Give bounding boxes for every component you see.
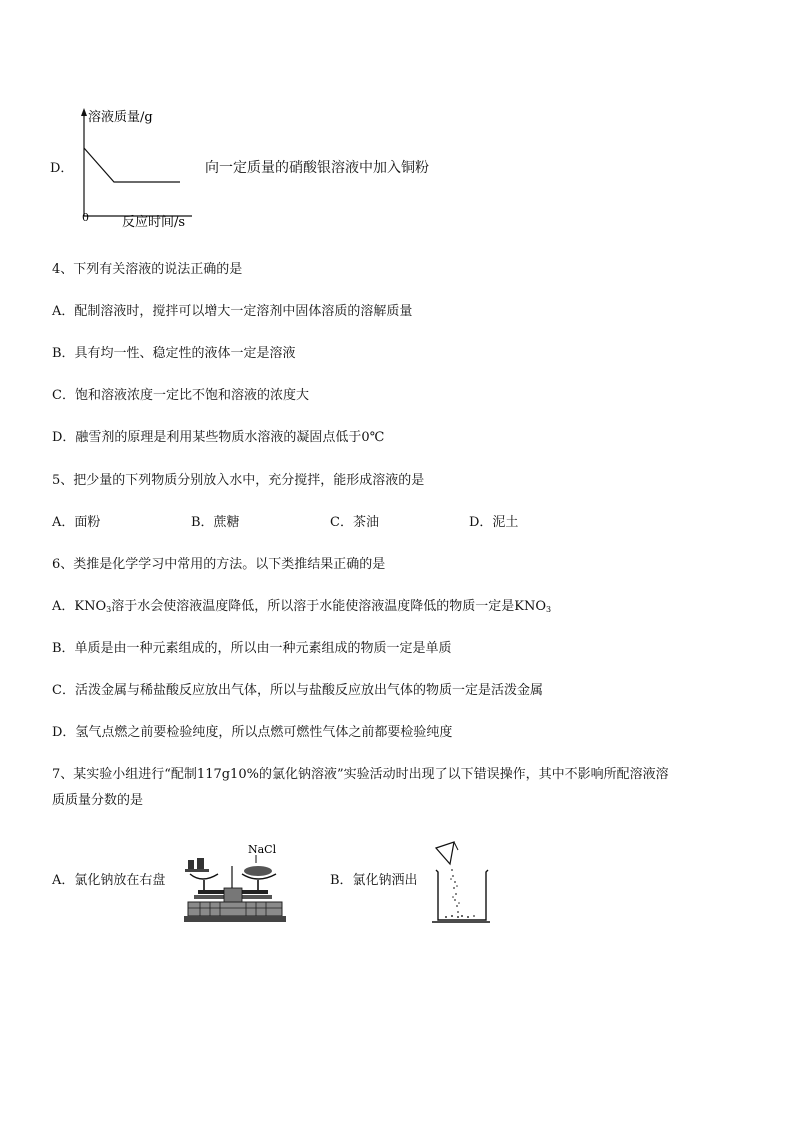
q4-option-b: B．具有均一性、稳定性的液体一定是溶液 [52,346,296,361]
q6-option-a: A．$KNO_3$溶于水会使溶液温度降低，所以溶于水能使溶液温度降低的物质一定是$KNO_3$ [52,599,552,614]
q6-stem: 6、类推是化学学习中常用的方法。以下类推结果正确的是 [52,557,386,572]
q3-option-d-text: 向一定质量的硝酸银溶液中加入铜粉 [205,160,429,176]
q5-option-b: B．蔗糖 [191,515,240,530]
q6-option-b: B．单质是由一种元素组成的，所以由一种元素组成的物质一定是单质 [52,641,452,656]
series-line [84,148,180,182]
q4-option-c: C．饱和溶液浓度一定比不饱和溶液的浓度大 [52,388,309,403]
beaker-pouring-illustration [428,840,494,926]
origin-label: 0 [82,211,89,224]
nacl-label: NaCl [248,843,277,856]
q7-option-b: B．氯化钠洒出 [330,873,418,888]
x-axis-label: 反应时间/s [122,215,186,230]
mass-time-chart [74,104,204,234]
q7-stem-line2: 质质量分数的是 [52,793,144,808]
q6-option-d: D．氢气点燃之前要检验纯度，所以点燃可燃性气体之前都要检验纯度 [52,725,453,740]
y-axis-label: 溶液质量/g [88,110,153,125]
q4-option-a: A．配制溶液时，搅拌可以增大一定溶剂中固体溶质的溶解质量 [52,304,413,319]
q5-option-c: C．茶油 [330,515,379,530]
q5-option-d: D．泥土 [469,515,519,530]
y-axis-arrow [81,108,87,116]
q3-option-d-label: D． [50,161,74,176]
q6-option-c: C．活泼金属与稀盐酸反应放出气体，所以与盐酸反应放出气体的物质一定是活泼金属 [52,683,543,698]
q7-stem-line1: 7、某实验小组进行“配制117g10%的氯化钠溶液”实验活动时出现了以下错误操作，其中不影响所配溶液溶 [52,767,669,782]
q7-option-a: A．氯化钠放在右盘 [52,873,166,888]
q4-option-d: D．融雪剂的原理是利用某些物质水溶液的凝固点低于0℃ [52,430,385,445]
q4-stem: 4、下列有关溶液的说法正确的是 [52,262,243,277]
q5-stem: 5、把少量的下列物质分别放入水中，充分搅拌，能形成溶液的是 [52,473,425,488]
q5-option-a: A．面粉 [52,515,101,530]
balance-illustration [180,838,290,926]
